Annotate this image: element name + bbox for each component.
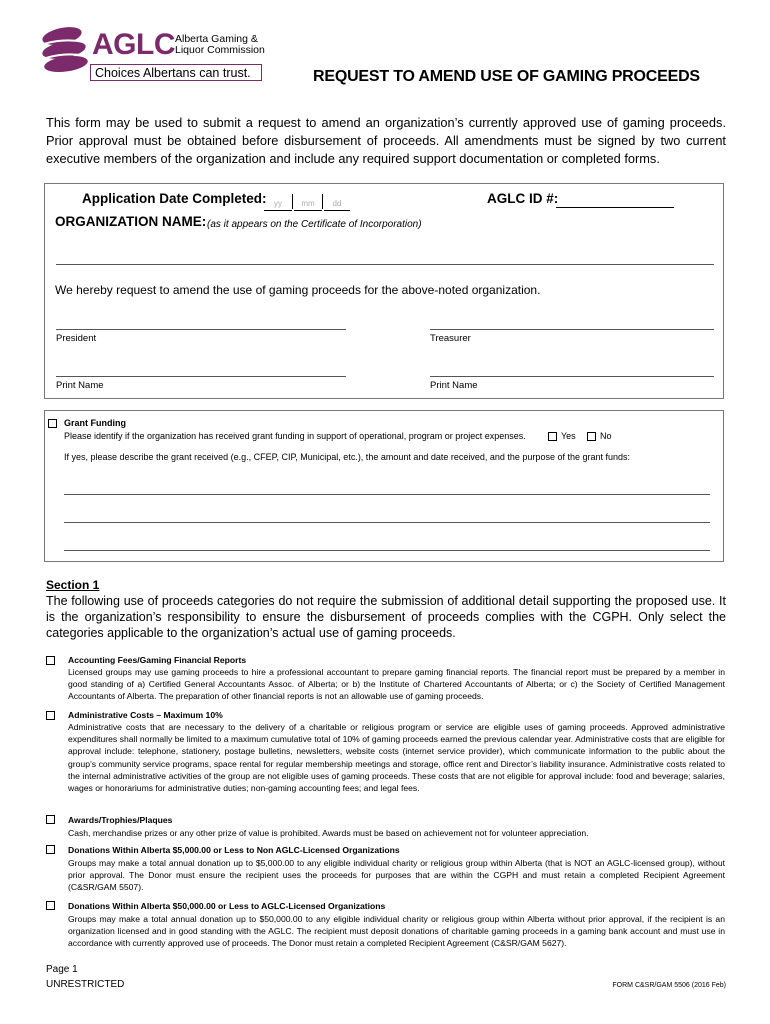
grant-describe-prompt: If yes, please describe the grant received (e.g., CFEP, CIP, Municipal, etc.), the amount and date received, and the purpose of the grant funds:	[64, 452, 630, 462]
category-title: Donations Within Alberta $5,000.00 or Less to Non AGLC-Licensed Organizations	[68, 845, 400, 855]
president-signature-field[interactable]	[56, 329, 346, 330]
grant-funding-question: Please identify if the organization has received grant funding in support of operational, program or project expenses.	[64, 431, 526, 441]
treasurer-label: Treasurer	[430, 333, 471, 344]
request-statement: We hereby request to amend the use of gaming proceeds for the above-noted organization.	[55, 283, 541, 297]
grant-funding-title: Grant Funding	[64, 418, 126, 428]
donations-licensed-checkbox[interactable]	[46, 901, 55, 910]
accounting-fees-checkbox[interactable]	[46, 656, 55, 665]
print-name-label: Print Name	[430, 380, 478, 391]
form-title: REQUEST TO AMEND USE OF GAMING PROCEEDS	[313, 68, 700, 85]
awards-checkbox[interactable]	[46, 815, 55, 824]
grant-yes-checkbox[interactable]	[548, 432, 557, 441]
form-code: FORM C&SR/GAM 5506 (2016 Feb)	[612, 982, 726, 989]
section-1-heading: Section 1	[46, 578, 100, 592]
grant-funding-checkbox[interactable]	[48, 419, 57, 428]
grant-description-line[interactable]	[64, 522, 710, 523]
logo-tagline: Choices Albertans can trust.	[90, 64, 262, 81]
category-title: Awards/Trophies/Plaques	[68, 815, 173, 825]
grant-no-label: No	[600, 431, 612, 441]
grant-description-line[interactable]	[64, 494, 710, 495]
category-body: Groups may make a total annual donation up to $5,000.00 to any eligible individual charity or religious group within Alberta (that is NOT an AGLC-licensed group), without prior approval. The Donor must ensure the recipient uses the proceeds for purposes that are within the CGPH and must retain a completed Recipient Agreement (C&SR/GAM 5507).	[68, 858, 725, 893]
application-date-label: Application Date Completed:	[82, 191, 267, 206]
intro-paragraph: This form may be used to submit a request to amend an organization’s currently approved use of gaming proceeds. Prior approval must be obtained before disbursement of proceeds. All amendments must be signed by two current executive members of the organization and include any required support documentation or completed forms.	[46, 115, 726, 166]
category-title: Accounting Fees/Gaming Financial Reports	[68, 655, 247, 665]
organization-name-label: ORGANIZATION NAME:	[55, 214, 207, 229]
aglc-logo-icon	[38, 24, 90, 74]
category-title: Administrative Costs – Maximum 10%	[68, 710, 223, 720]
category-title: Donations Within Alberta $50,000.00 or Less to AGLC-Licensed Organizations	[68, 901, 386, 911]
logo-wordmark: AGLC	[92, 28, 175, 61]
logo-org-name	[175, 34, 265, 56]
treasurer-signature-field[interactable]	[430, 329, 714, 330]
aglc-id-field[interactable]	[556, 207, 674, 208]
category-body: Licensed groups may use gaming proceeds to hire a professional accountant to prepare gaming financial reports. The financial report must be prepared by a member in good standing of a) Certified General Accountants Assoc. of Alberta; or b) the Institute of Chartered Accountants of Alberta; or c) the Society of Certified Management Accountants of Alberta. The preparation of other financial reports is not an allowable use of gaming proceeds.	[68, 667, 725, 702]
classification-label: UNRESTRICTED	[46, 979, 125, 990]
section-1-intro: The following use of proceeds categories do not require the submission of additional detail supporting the proposed use. It is the organization’s responsibility to ensure the disbursement of proceeds complies with the CGPH. Only select the categories applicable to the organization’s actual use of gaming proceeds.	[46, 594, 726, 640]
donations-non-licensed-checkbox[interactable]	[46, 845, 55, 854]
print-name-label: Print Name	[56, 380, 104, 391]
date-year-field[interactable]: yy	[264, 196, 292, 211]
category-body: Administrative costs that are necessary to the delivery of a charitable or religious program or service are eligible uses of gaming proceeds. Approved administrative expenditures shall normally be limited to a maximum cumulative total of 10% of gaming proceeds earned the previous calendar year. Administrative costs that are eligible for approval include: telephone, stationery, postage bulletins, newsletters, website costs (internet service provider), which communicate information to the public about the group’s community service programs, space rental for regular membership meetings and storage, office rent and Director’s liability insurance. Administrative costs related to the internal administrative activities of the group are not eligible uses of gaming proceeds. These costs that are not eligible for approval include: food and beverage; salaries, wages or honorariums for administrative duties; non-gaming accounting fees; and legal fees.	[68, 722, 725, 794]
category-body: Cash, merchandise prizes or any other prize of value is prohibited. Awards must be based on achievement not for volunteer appreciation.	[68, 828, 589, 838]
grant-no-checkbox[interactable]	[587, 432, 596, 441]
administrative-costs-checkbox[interactable]	[46, 711, 55, 720]
date-month-field[interactable]: mm	[294, 196, 322, 211]
date-separator	[322, 194, 323, 209]
aglc-id-label: AGLC ID #:	[487, 191, 559, 206]
logo-org-line-2: Liquor Commission	[175, 44, 265, 56]
grant-description-line[interactable]	[64, 550, 710, 551]
category-body: Groups may make a total annual donation up to $50,000.00 to any eligible individual charity or religious group within Alberta without prior approval, if the recipient is an organization licensed and in good standing with the AGLC. The recipient must deposit donations of charitable gaming proceeds in a gaming bank account and must use in accordance with currently approved use of proceeds. The Donor must retain a completed Recipient Agreement (C&SR/GAM 5627).	[68, 914, 725, 949]
logo-org-line-1: Alberta Gaming &	[175, 33, 258, 45]
organization-name-note: (as it appears on the Certificate of Incorporation)	[207, 219, 422, 230]
date-day-field[interactable]: dd	[324, 196, 350, 211]
treasurer-print-name-field[interactable]	[430, 376, 714, 377]
page-number: Page 1	[46, 964, 78, 975]
organization-name-field[interactable]	[56, 264, 714, 265]
president-print-name-field[interactable]	[56, 376, 346, 377]
date-separator	[292, 194, 293, 209]
grant-yes-label: Yes	[561, 431, 576, 441]
president-label: President	[56, 333, 97, 344]
